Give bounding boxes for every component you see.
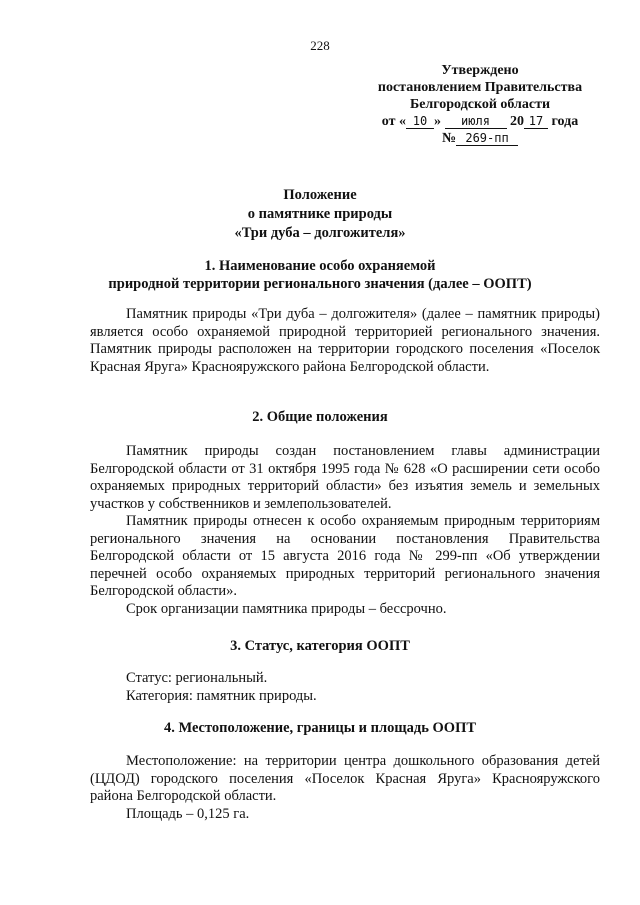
document-number: 269-пп [456, 132, 518, 146]
section-2-heading-line-1: 2. Общие положения [252, 409, 388, 425]
number-prefix: № [441, 131, 457, 146]
date-year-word: года [551, 114, 579, 129]
section-3-paragraph-2: Категория: памятник природы. [126, 687, 317, 704]
section-3-heading [0, 637, 640, 655]
section-4-paragraph-1: Местоположение: на территории центра дошкольного образования детей (ЦДОД) городского поселения «Поселок Красная Яруга» Краснояружского района Белгородской области. [90, 753, 600, 804]
section-1-heading [0, 257, 640, 293]
date-year-prefix: 20 [510, 114, 524, 129]
section-2-paragraph-1: Памятник природы создан постановлением главы администрации Белгородской области от 31 октября 1995 года № 628 «О расширении сети особо охраняемых природных территорий области» без изъятия земель и земельных участков у собственников и землепользователей. [90, 443, 600, 512]
section-4-heading [0, 719, 640, 737]
approval-date [360, 113, 600, 130]
section-4-heading-line-1: 4. Местоположение, границы и площадь ООПТ [163, 720, 477, 736]
section-2-heading [0, 408, 640, 426]
section-4-body [90, 753, 600, 823]
approval-line-2: постановлением Правительства [377, 80, 583, 95]
title-line-3: «Три дуба – долгожителя» [234, 225, 406, 241]
section-1-paragraph-1: Памятник природы «Три дуба – долгожителя» (далее – памятник природы) является особо охраняемой природной территорией регионального значения. Памятник природы расположен на территории городского поселения «Поселок Красная Яруга» Краснояружского района Белгородской области. [90, 306, 600, 375]
approval-number [360, 130, 600, 147]
section-2-body [90, 443, 600, 618]
date-day: 10 [406, 115, 434, 129]
date-month: июля [445, 115, 507, 129]
section-1-heading-line-1: 1. Наименование особо охраняемой [204, 258, 436, 274]
section-4-paragraph-2: Площадь – 0,125 га. [126, 805, 250, 822]
date-year-suffix: 17 [524, 115, 548, 129]
date-close-quote: » [434, 114, 441, 129]
section-1-heading-line-2: природной территории регионального значения (далее – ООПТ) [108, 276, 532, 292]
section-2-paragraph-2: Памятник природы отнесен к особо охраняемым природным территориям регионального значения на основании постановления Правительства Белгородской области от 15 августа 2016 года № 299-пп «Об утверждении перечней особо охраняемых природных территорий регионального значения Белгородской области». [90, 513, 600, 599]
approval-line-1: Утверждено [441, 63, 519, 78]
date-from-prefix: от [381, 114, 396, 129]
page-number: 228 [310, 38, 330, 53]
section-3-heading-line-1: 3. Статус, категория ООПТ [230, 638, 410, 654]
title-line-2: о памятнике природы [247, 206, 393, 222]
date-open-quote: « [399, 114, 406, 129]
section-1-body [90, 306, 600, 376]
document-title [0, 186, 640, 243]
title-line-1: Положение [283, 187, 357, 203]
section-2-paragraph-3: Срок организации памятника природы – бессрочно. [126, 600, 447, 617]
section-3-body [90, 670, 600, 705]
section-3-paragraph-1: Статус: региональный. [126, 670, 268, 686]
approval-line-3: Белгородской области [409, 97, 551, 112]
approval-stamp [360, 62, 600, 147]
